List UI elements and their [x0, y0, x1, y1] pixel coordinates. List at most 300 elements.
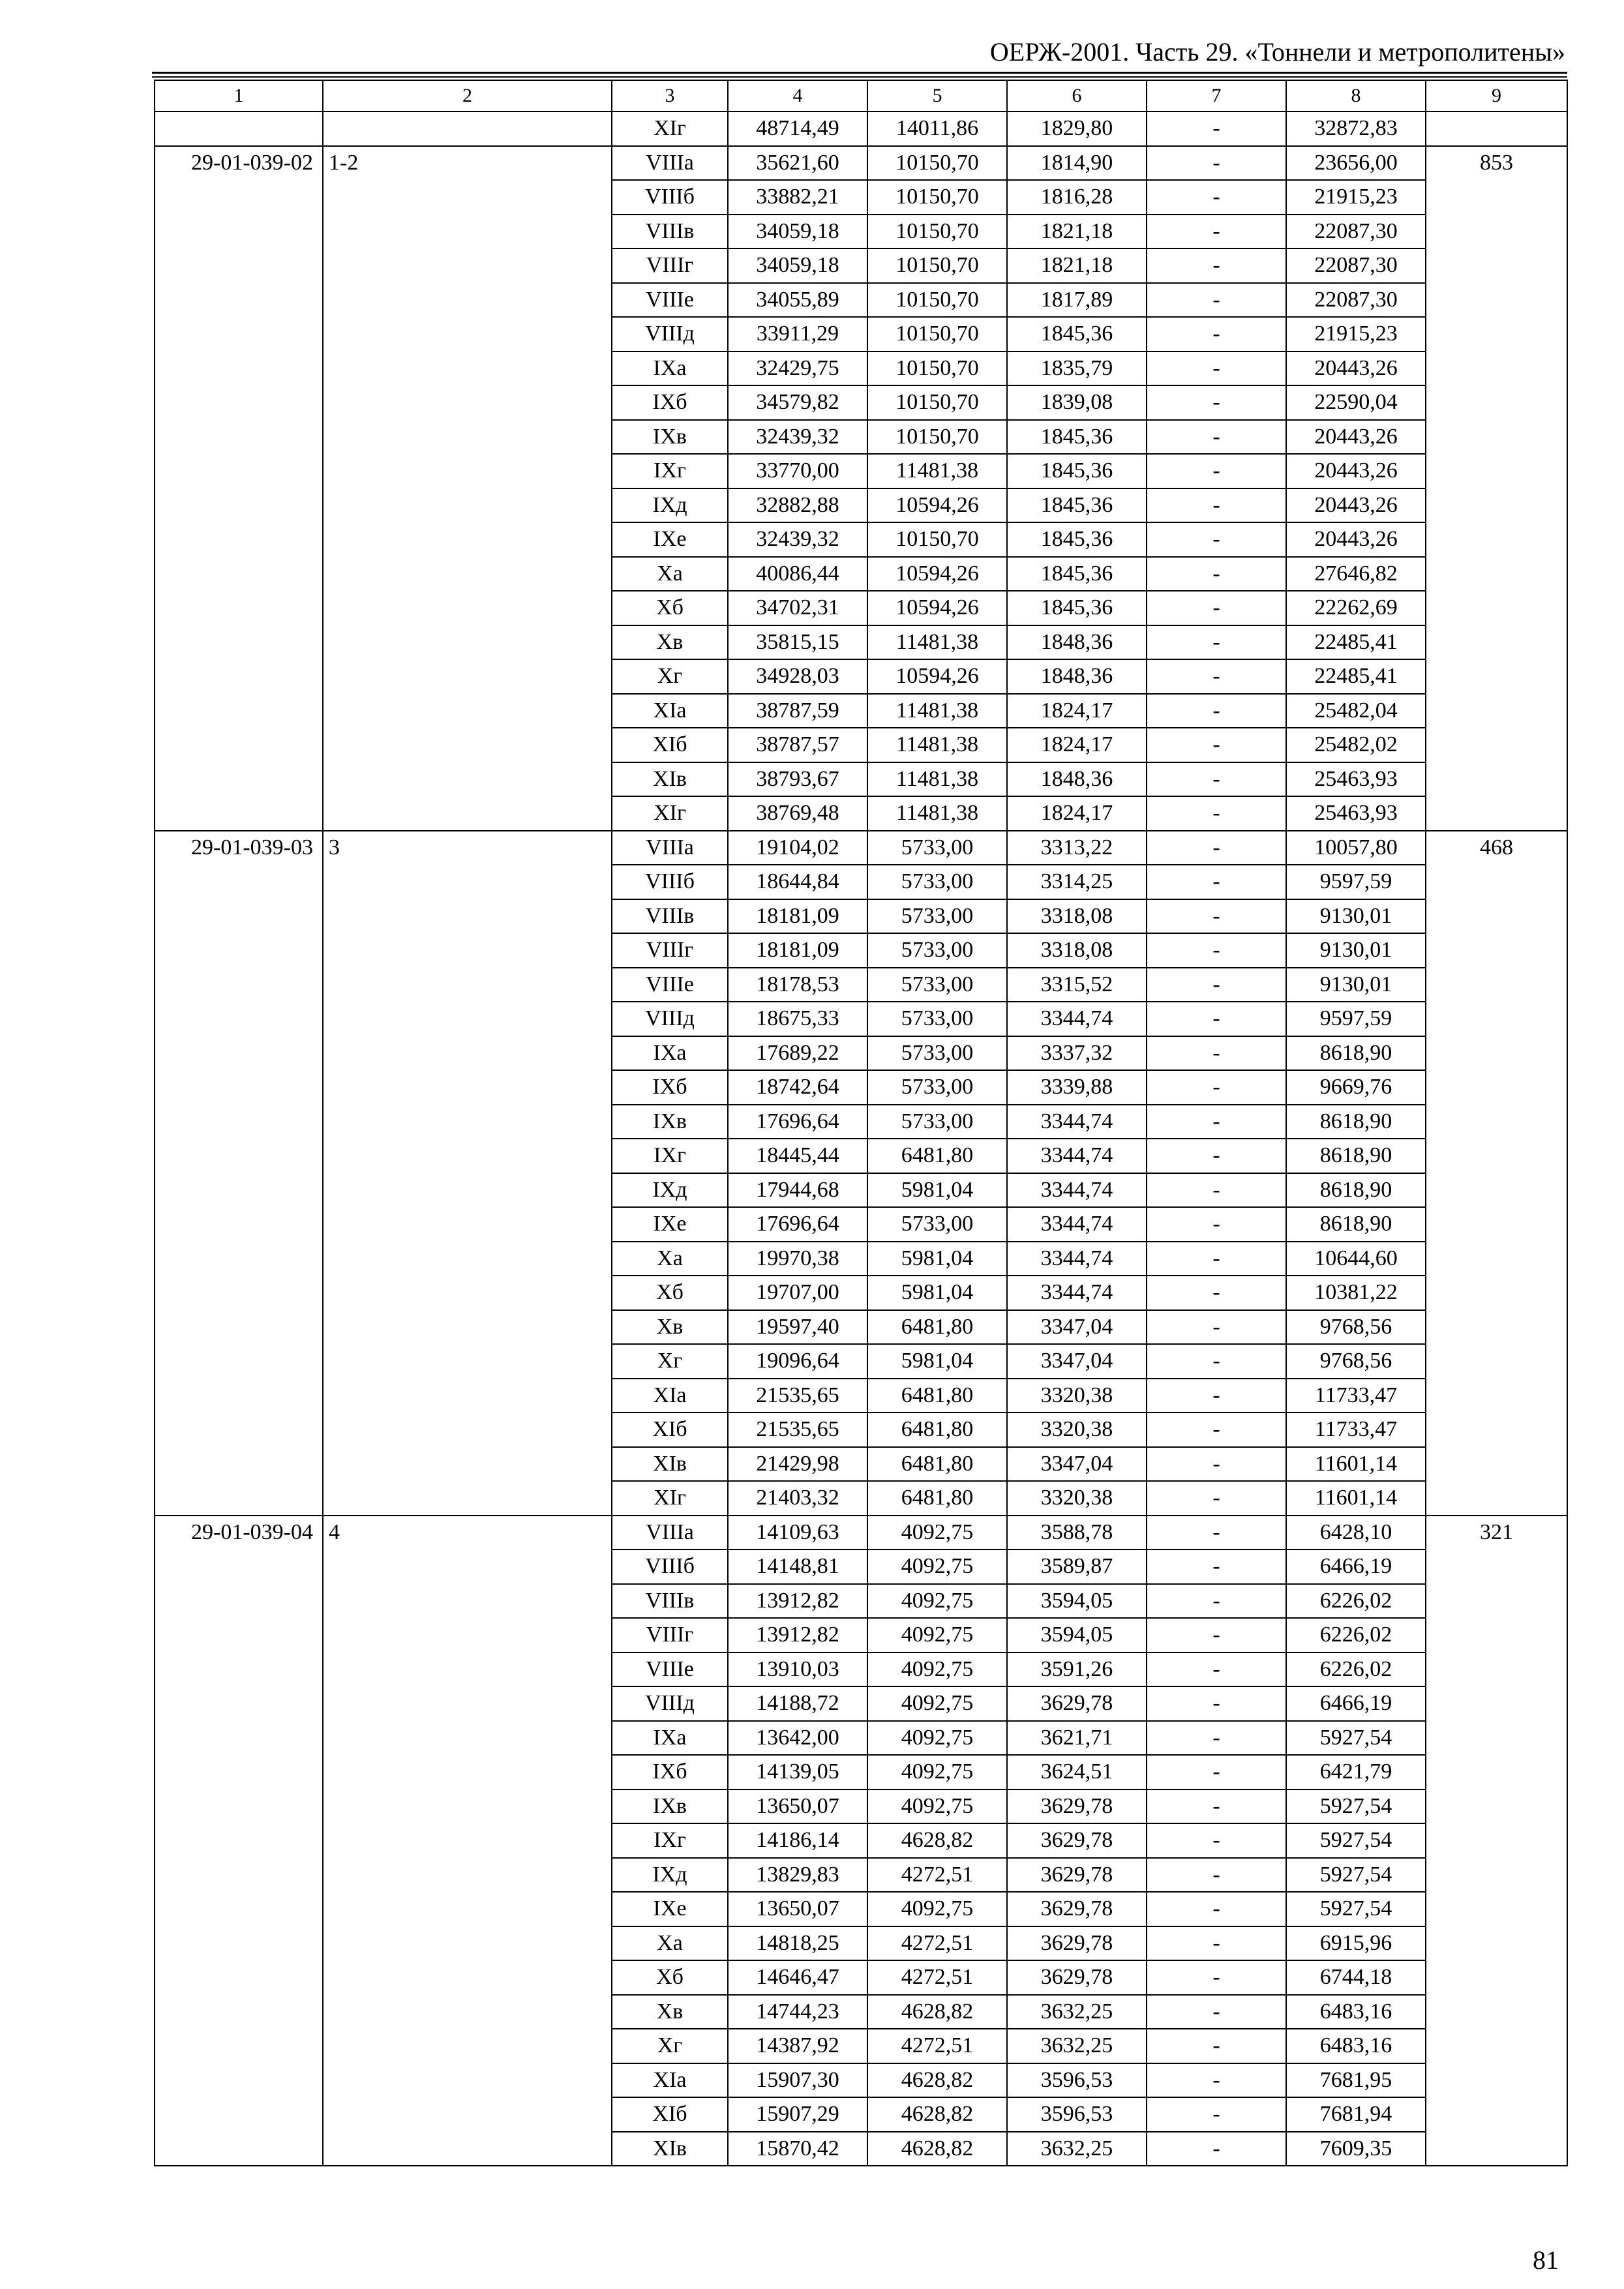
table-cell: 4272,51: [867, 1858, 1007, 1893]
table-cell: 22262,69: [1286, 591, 1426, 625]
table-cell: VIIIг: [612, 248, 728, 283]
table-cell: -: [1147, 1379, 1286, 1413]
table-cell: 1845,36: [1007, 317, 1147, 352]
table-cell: 10150,70: [867, 146, 1007, 181]
table-cell: 3632,25: [1007, 2029, 1147, 2063]
table-cell: 1845,36: [1007, 454, 1147, 488]
table-cell: -: [1147, 1447, 1286, 1482]
table-cell: IXв: [612, 1789, 728, 1824]
table-cell: 17944,68: [728, 1173, 867, 1208]
table-cell: 3596,53: [1007, 2097, 1147, 2132]
table-cell: 6466,19: [1286, 1686, 1426, 1721]
table-cell: -: [1147, 659, 1286, 694]
table-cell: IXд: [612, 1858, 728, 1893]
table-cell: VIIIд: [612, 1002, 728, 1036]
column-number-row: [155, 80, 1567, 112]
table-cell: 4628,82: [867, 1995, 1007, 2029]
column-number-cell: 7: [1147, 80, 1286, 112]
table-cell: -: [1147, 1549, 1286, 1584]
table-cell: 18181,09: [728, 933, 867, 968]
table-cell: 14011,86: [867, 112, 1007, 146]
table-cell: 1848,36: [1007, 625, 1147, 660]
table-cell: 27646,82: [1286, 557, 1426, 591]
table-cell: IXа: [612, 1036, 728, 1071]
table-cell: IXд: [612, 488, 728, 523]
table-cell: 14148,81: [728, 1549, 867, 1584]
table-cell: 3621,71: [1007, 1721, 1147, 1756]
table-cell: 11733,47: [1286, 1379, 1426, 1413]
table-cell: 14387,92: [728, 2029, 867, 2063]
table-cell: VIIIе: [612, 1653, 728, 1687]
table-cell: 4092,75: [867, 1618, 1007, 1653]
table-cell: 23656,00: [1286, 146, 1426, 181]
table-cell: XIб: [612, 1413, 728, 1447]
table-cell: -: [1147, 1618, 1286, 1653]
table-cell: 5927,54: [1286, 1789, 1426, 1824]
column-9-cell: 468: [1426, 831, 1567, 1516]
table-cell: 6226,02: [1286, 1618, 1426, 1653]
table-cell: [323, 112, 612, 146]
table-cell: 3344,74: [1007, 1276, 1147, 1310]
table-cell: XIг: [612, 112, 728, 146]
table-cell: IXв: [612, 420, 728, 455]
table-cell: XIг: [612, 1481, 728, 1516]
table-cell: 18445,44: [728, 1139, 867, 1173]
table-cell: 5927,54: [1286, 1858, 1426, 1893]
table-cell: Xб: [612, 1960, 728, 1995]
table-cell: 35621,60: [728, 146, 867, 181]
table-cell: IXг: [612, 454, 728, 488]
table-cell: IXв: [612, 1105, 728, 1139]
table-cell: VIIIг: [612, 933, 728, 968]
table-cell: 10594,26: [867, 488, 1007, 523]
table-cell: 3344,74: [1007, 1173, 1147, 1208]
table-cell: VIIIг: [612, 1618, 728, 1653]
table-cell: 3320,38: [1007, 1413, 1147, 1447]
table-cell: 22485,41: [1286, 659, 1426, 694]
table-cell: XIа: [612, 1379, 728, 1413]
table-cell: 7681,94: [1286, 2097, 1426, 2132]
table-cell: 4272,51: [867, 2029, 1007, 2063]
table-cell: -: [1147, 1926, 1286, 1961]
table-cell: 6226,02: [1286, 1653, 1426, 1687]
page-number: 81: [1533, 2245, 1559, 2275]
table-cell: 25463,93: [1286, 796, 1426, 831]
table-cell: 21429,98: [728, 1447, 867, 1482]
table-cell: 3591,26: [1007, 1653, 1147, 1687]
table-cell: 10150,70: [867, 385, 1007, 420]
rate-name-cell: 3: [323, 831, 612, 1516]
table-cell: Xб: [612, 1276, 728, 1310]
header-rule-thin: [152, 76, 1567, 78]
table-cell: [155, 112, 323, 146]
table-cell: 38787,57: [728, 728, 867, 762]
table-cell: 4092,75: [867, 1653, 1007, 1687]
table-cell: 5927,54: [1286, 1823, 1426, 1858]
table-cell: 4092,75: [867, 1721, 1007, 1756]
table-cell: -: [1147, 557, 1286, 591]
table-cell: 33882,21: [728, 180, 867, 215]
table-cell: 3318,08: [1007, 933, 1147, 968]
column-9-cell: 853: [1426, 146, 1567, 831]
table-cell: 10150,70: [867, 283, 1007, 318]
rate-name-cell: 4: [323, 1516, 612, 2166]
table-cell: 9130,01: [1286, 933, 1426, 968]
rates-table: [154, 80, 1568, 2166]
table-cell: 6915,96: [1286, 1926, 1426, 1961]
table-cell: -: [1147, 1036, 1286, 1071]
table-cell: 1814,90: [1007, 146, 1147, 181]
table-cell: -: [1147, 1823, 1286, 1858]
table-cell: 22590,04: [1286, 385, 1426, 420]
table-cell: 19970,38: [728, 1242, 867, 1276]
table-cell: 10594,26: [867, 591, 1007, 625]
table-row: [155, 831, 1567, 865]
table-cell: 25482,04: [1286, 694, 1426, 728]
table-cell: -: [1147, 933, 1286, 968]
table-cell: 5733,00: [867, 865, 1007, 899]
table-cell: 11481,38: [867, 762, 1007, 797]
table-cell: [1426, 112, 1567, 146]
table-cell: 19707,00: [728, 1276, 867, 1310]
table-cell: 4628,82: [867, 2097, 1007, 2132]
table-cell: VIIIе: [612, 283, 728, 318]
table-cell: 4092,75: [867, 1686, 1007, 1721]
table-cell: 3313,22: [1007, 831, 1147, 865]
table-cell: 15907,30: [728, 2063, 867, 2098]
table-cell: -: [1147, 762, 1286, 797]
table-cell: 21915,23: [1286, 317, 1426, 352]
table-cell: XIв: [612, 1447, 728, 1482]
table-cell: 11601,14: [1286, 1447, 1426, 1482]
table-cell: 20443,26: [1286, 420, 1426, 455]
table-cell: 18742,64: [728, 1070, 867, 1105]
table-cell: 10381,22: [1286, 1276, 1426, 1310]
table-cell: -: [1147, 215, 1286, 249]
table-cell: 3318,08: [1007, 899, 1147, 934]
table-cell: 11601,14: [1286, 1481, 1426, 1516]
table-cell: 3629,78: [1007, 1858, 1147, 1893]
table-cell: 13912,82: [728, 1584, 867, 1619]
table-cell: 4628,82: [867, 2063, 1007, 2098]
table-cell: 10150,70: [867, 420, 1007, 455]
table-cell: 9597,59: [1286, 1002, 1426, 1036]
table-cell: XIа: [612, 2063, 728, 2098]
table-cell: 3347,04: [1007, 1344, 1147, 1379]
table-cell: 3344,74: [1007, 1139, 1147, 1173]
table-cell: 6481,80: [867, 1481, 1007, 1516]
table-cell: -: [1147, 625, 1286, 660]
table-cell: 20443,26: [1286, 454, 1426, 488]
table-cell: 1829,80: [1007, 112, 1147, 146]
table-cell: 5733,00: [867, 1105, 1007, 1139]
table-cell: Xа: [612, 1926, 728, 1961]
table-cell: 5927,54: [1286, 1721, 1426, 1756]
table-cell: XIб: [612, 728, 728, 762]
table-cell: -: [1147, 112, 1286, 146]
table-cell: -: [1147, 591, 1286, 625]
table-cell: 22087,30: [1286, 283, 1426, 318]
table-cell: 22087,30: [1286, 215, 1426, 249]
table-cell: 32882,88: [728, 488, 867, 523]
table-cell: 6481,80: [867, 1310, 1007, 1345]
table-cell: 1845,36: [1007, 522, 1147, 557]
table-cell: Xв: [612, 1995, 728, 2029]
table-cell: 21535,65: [728, 1413, 867, 1447]
table-cell: -: [1147, 1173, 1286, 1208]
table-cell: 1845,36: [1007, 557, 1147, 591]
table-cell: 34579,82: [728, 385, 867, 420]
table-cell: 34055,89: [728, 283, 867, 318]
table-cell: 3632,25: [1007, 2132, 1147, 2166]
table-cell: 11481,38: [867, 625, 1007, 660]
table-cell: VIIIб: [612, 180, 728, 215]
table-cell: -: [1147, 831, 1286, 865]
table-cell: IXе: [612, 1207, 728, 1242]
table-cell: IXг: [612, 1823, 728, 1858]
table-cell: 5733,00: [867, 1207, 1007, 1242]
table-cell: 22087,30: [1286, 248, 1426, 283]
table-cell: 3594,05: [1007, 1584, 1147, 1619]
table-cell: 3589,87: [1007, 1549, 1147, 1584]
table-cell: IXб: [612, 1755, 728, 1789]
table-cell: 3588,78: [1007, 1516, 1147, 1550]
table-cell: 17696,64: [728, 1105, 867, 1139]
table-cell: 5927,54: [1286, 1892, 1426, 1926]
table-cell: -: [1147, 796, 1286, 831]
table-cell: 34059,18: [728, 215, 867, 249]
table-cell: 1824,17: [1007, 728, 1147, 762]
table-cell: 40086,44: [728, 557, 867, 591]
table-row: [155, 146, 1567, 181]
table-cell: 11481,38: [867, 728, 1007, 762]
page-header-title: ОЕРЖ-2001. Часть 29. «Тоннели и метрополитены»: [989, 37, 1565, 67]
table-cell: 6421,79: [1286, 1755, 1426, 1789]
table-cell: -: [1147, 522, 1286, 557]
table-cell: 19597,40: [728, 1310, 867, 1345]
table-cell: 3629,78: [1007, 1926, 1147, 1961]
table-row: [155, 112, 1567, 146]
table-cell: XIг: [612, 796, 728, 831]
table-cell: 3629,78: [1007, 1960, 1147, 1995]
table-cell: 14818,25: [728, 1926, 867, 1961]
table-cell: -: [1147, 1002, 1286, 1036]
table-cell: -: [1147, 1721, 1286, 1756]
table-cell: 35815,15: [728, 625, 867, 660]
table-cell: 5733,00: [867, 1070, 1007, 1105]
table-cell: 8618,90: [1286, 1105, 1426, 1139]
column-number-cell: 2: [323, 80, 612, 112]
table-cell: 4272,51: [867, 1926, 1007, 1961]
table-cell: 13650,07: [728, 1892, 867, 1926]
table-cell: -: [1147, 1105, 1286, 1139]
table-cell: 17696,64: [728, 1207, 867, 1242]
table-cell: 38793,67: [728, 762, 867, 797]
table-cell: 19104,02: [728, 831, 867, 865]
table-cell: 13912,82: [728, 1618, 867, 1653]
table-cell: 8618,90: [1286, 1173, 1426, 1208]
table-cell: -: [1147, 1584, 1286, 1619]
column-number-cell: 6: [1007, 80, 1147, 112]
table-cell: 20443,26: [1286, 488, 1426, 523]
table-cell: 21403,32: [728, 1481, 867, 1516]
table-cell: 1848,36: [1007, 762, 1147, 797]
table-cell: 6744,18: [1286, 1960, 1426, 1995]
table-cell: 10150,70: [867, 352, 1007, 386]
table-cell: 1816,28: [1007, 180, 1147, 215]
table-cell: 22485,41: [1286, 625, 1426, 660]
table-cell: 4272,51: [867, 1960, 1007, 1995]
table-cell: 6466,19: [1286, 1549, 1426, 1584]
table-cell: 8618,90: [1286, 1207, 1426, 1242]
table-cell: 25482,02: [1286, 728, 1426, 762]
table-cell: Xа: [612, 557, 728, 591]
table-cell: VIIIа: [612, 831, 728, 865]
table-cell: 13642,00: [728, 1721, 867, 1756]
table-cell: 5981,04: [867, 1276, 1007, 1310]
table-cell: 1835,79: [1007, 352, 1147, 386]
table-cell: 4092,75: [867, 1549, 1007, 1584]
table-cell: 34928,03: [728, 659, 867, 694]
table-cell: 3320,38: [1007, 1379, 1147, 1413]
column-number-cell: 3: [612, 80, 728, 112]
table-cell: IXг: [612, 1139, 728, 1173]
table-cell: Xа: [612, 1242, 728, 1276]
table-cell: XIв: [612, 2132, 728, 2166]
table-cell: 13829,83: [728, 1858, 867, 1893]
table-cell: 7681,95: [1286, 2063, 1426, 2098]
table-cell: 6226,02: [1286, 1584, 1426, 1619]
table-cell: 15907,29: [728, 2097, 867, 2132]
table-cell: -: [1147, 2097, 1286, 2132]
table-cell: 6483,16: [1286, 2029, 1426, 2063]
table-cell: -: [1147, 1310, 1286, 1345]
table-cell: -: [1147, 488, 1286, 523]
table-cell: 4092,75: [867, 1516, 1007, 1550]
table-cell: VIIIв: [612, 899, 728, 934]
table-cell: -: [1147, 1755, 1286, 1789]
table-cell: 9768,56: [1286, 1344, 1426, 1379]
rates-table-body: [155, 80, 1567, 2166]
table-cell: 20443,26: [1286, 522, 1426, 557]
table-cell: 10594,26: [867, 557, 1007, 591]
table-cell: -: [1147, 1207, 1286, 1242]
table-cell: 34702,31: [728, 591, 867, 625]
table-cell: 21535,65: [728, 1379, 867, 1413]
table-cell: 5733,00: [867, 933, 1007, 968]
table-cell: 33770,00: [728, 454, 867, 488]
table-cell: VIIIб: [612, 865, 728, 899]
table-cell: -: [1147, 1242, 1286, 1276]
table-cell: 18644,84: [728, 865, 867, 899]
table-cell: -: [1147, 1139, 1286, 1173]
table-cell: 10150,70: [867, 248, 1007, 283]
table-cell: 1817,89: [1007, 283, 1147, 318]
table-cell: 3337,32: [1007, 1036, 1147, 1071]
table-cell: 14188,72: [728, 1686, 867, 1721]
table-cell: Xг: [612, 2029, 728, 2063]
table-cell: 3629,78: [1007, 1789, 1147, 1824]
table-cell: XIв: [612, 762, 728, 797]
table-cell: 18178,53: [728, 968, 867, 1002]
table-cell: Xв: [612, 625, 728, 660]
table-cell: -: [1147, 1653, 1286, 1687]
table-cell: -: [1147, 1892, 1286, 1926]
table-cell: VIIIа: [612, 1516, 728, 1550]
table-cell: 3320,38: [1007, 1481, 1147, 1516]
table-cell: -: [1147, 728, 1286, 762]
table-cell: 32439,32: [728, 420, 867, 455]
table-cell: 11481,38: [867, 454, 1007, 488]
table-cell: 3344,74: [1007, 1105, 1147, 1139]
table-cell: Xв: [612, 1310, 728, 1345]
table-cell: 4092,75: [867, 1789, 1007, 1824]
table-cell: 3344,74: [1007, 1242, 1147, 1276]
table-cell: Xг: [612, 1344, 728, 1379]
column-number-cell: 8: [1286, 80, 1426, 112]
table-cell: -: [1147, 2029, 1286, 2063]
table-cell: 3339,88: [1007, 1070, 1147, 1105]
table-cell: 14186,14: [728, 1823, 867, 1858]
table-cell: -: [1147, 865, 1286, 899]
table-cell: 5733,00: [867, 968, 1007, 1002]
table-cell: 14139,05: [728, 1755, 867, 1789]
table-cell: 1821,18: [1007, 248, 1147, 283]
column-number-cell: 5: [867, 80, 1007, 112]
table-cell: -: [1147, 1995, 1286, 2029]
table-cell: -: [1147, 352, 1286, 386]
table-cell: -: [1147, 1516, 1286, 1550]
table-cell: 3596,53: [1007, 2063, 1147, 2098]
table-cell: 6428,10: [1286, 1516, 1426, 1550]
table-cell: 3629,78: [1007, 1686, 1147, 1721]
rate-code-cell: 29-01-039-03: [155, 831, 323, 1516]
table-cell: -: [1147, 1686, 1286, 1721]
table-cell: 1824,17: [1007, 796, 1147, 831]
table-cell: 5981,04: [867, 1173, 1007, 1208]
table-cell: 8618,90: [1286, 1036, 1426, 1071]
table-cell: 1821,18: [1007, 215, 1147, 249]
table-cell: 5981,04: [867, 1242, 1007, 1276]
table-cell: 14109,63: [728, 1516, 867, 1550]
table-cell: 9768,56: [1286, 1310, 1426, 1345]
table-cell: 3594,05: [1007, 1618, 1147, 1653]
table-cell: 4092,75: [867, 1584, 1007, 1619]
column-number-cell: 9: [1426, 80, 1567, 112]
table-cell: 10150,70: [867, 215, 1007, 249]
table-cell: 1845,36: [1007, 488, 1147, 523]
table-cell: VIIIд: [612, 317, 728, 352]
table-cell: -: [1147, 1344, 1286, 1379]
table-cell: 20443,26: [1286, 352, 1426, 386]
table-cell: 3344,74: [1007, 1002, 1147, 1036]
table-cell: -: [1147, 2063, 1286, 2098]
table-cell: -: [1147, 1858, 1286, 1893]
table-cell: 10594,26: [867, 659, 1007, 694]
table-cell: 3629,78: [1007, 1892, 1147, 1926]
table-cell: IXе: [612, 522, 728, 557]
table-cell: IXб: [612, 385, 728, 420]
table-cell: -: [1147, 1413, 1286, 1447]
table-cell: -: [1147, 454, 1286, 488]
table-cell: 3624,51: [1007, 1755, 1147, 1789]
rate-code-cell: 29-01-039-02: [155, 146, 323, 831]
table-cell: VIIIб: [612, 1549, 728, 1584]
table-cell: -: [1147, 248, 1286, 283]
table-cell: -: [1147, 420, 1286, 455]
table-cell: 14744,23: [728, 1995, 867, 2029]
table-cell: IXб: [612, 1070, 728, 1105]
